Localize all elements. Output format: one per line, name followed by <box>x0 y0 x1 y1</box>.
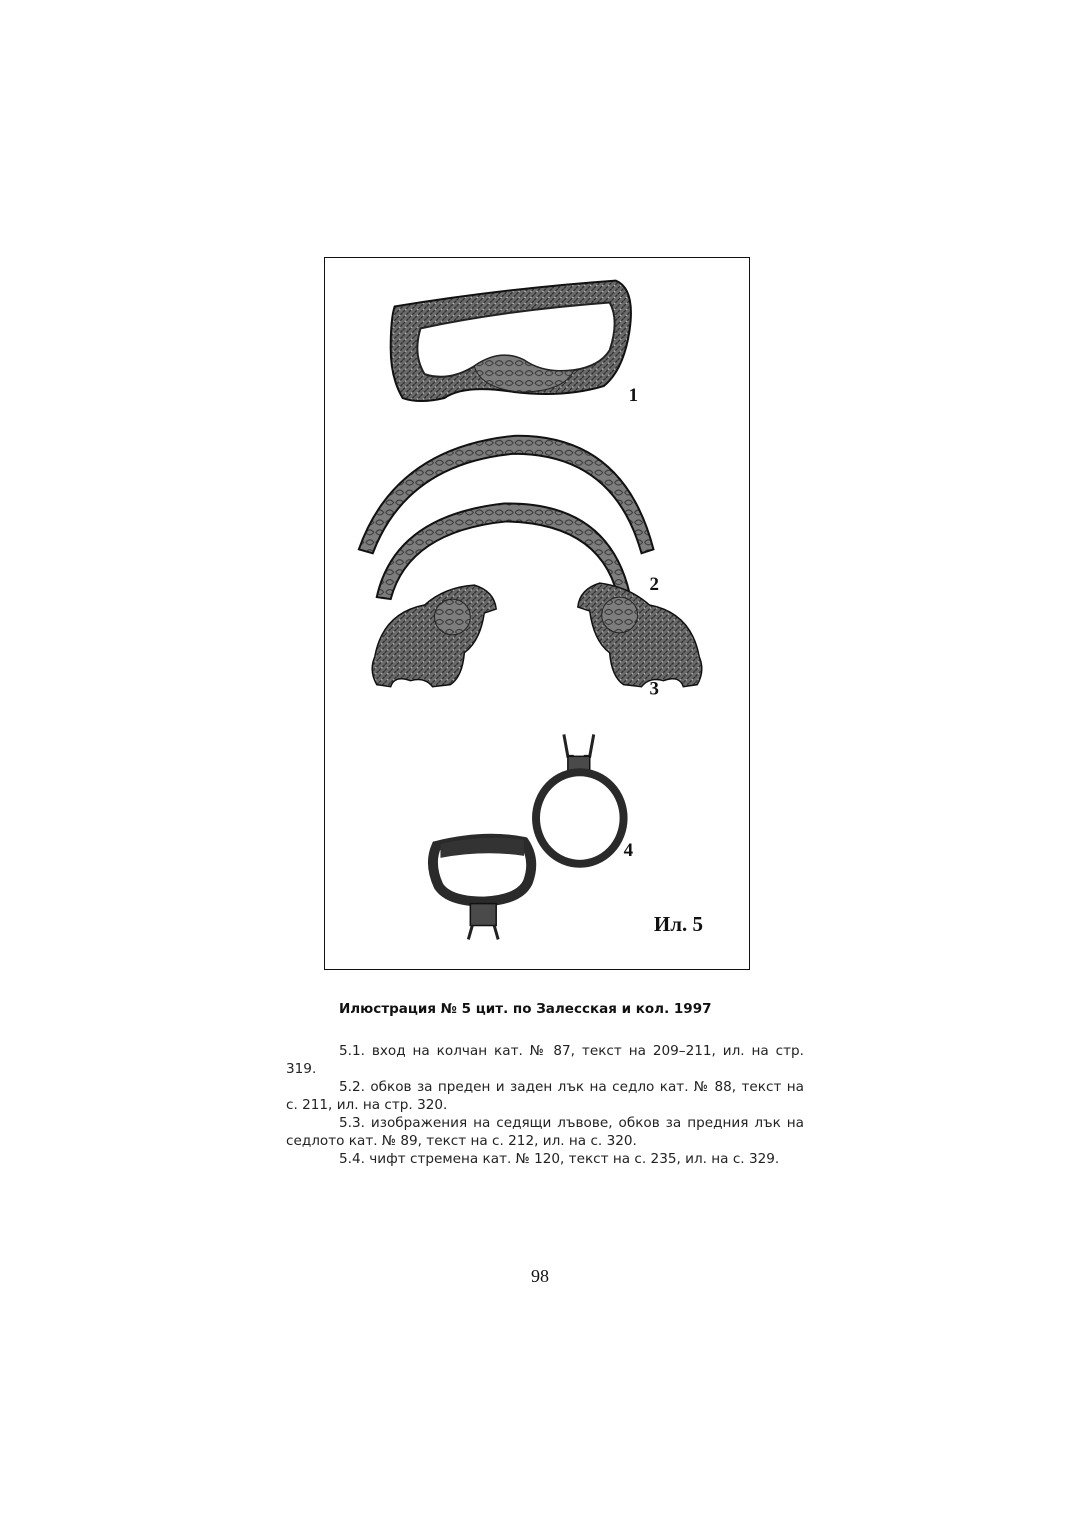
caption-item: 5.1. вход на колчан кат. № 87, текст на 209–211, ил. на стр. 319. <box>286 1043 804 1077</box>
caption-item: 5.2. обков за преден и заден лък на седло кат. № 88, текст на с. 211, ил. на стр. 320. <box>286 1079 804 1113</box>
seated-lion-left <box>372 585 496 687</box>
caption-item: 5.4. чифт стремена кат. № 120, текст на с. 235, ил. на с. 329. <box>339 1151 780 1167</box>
caption-item: 5.3. изображения на седящи лъвове, обков за предния лък на седлото кат. № 89, текст на с. 212, ил. на с. 320. <box>286 1115 804 1149</box>
seated-lion-right <box>578 583 702 687</box>
figure-number-1: 1 <box>628 385 639 407</box>
caption-title: Илюстрация № 5 цит. по Залесская и кол. 1997 <box>339 1001 712 1017</box>
stirrup-inverted <box>433 838 531 940</box>
illustration-label: Ил. 5 <box>653 912 703 936</box>
page-number: 98 <box>531 1266 549 1286</box>
illustration-frame <box>324 257 750 970</box>
stirrup-upright <box>536 734 624 863</box>
figure-number-3: 3 <box>649 678 659 700</box>
figure-number-4: 4 <box>623 839 634 861</box>
illustration-drawing <box>325 258 749 969</box>
caption-list <box>286 1042 804 1168</box>
saddle-arch-fittings <box>359 436 654 605</box>
quiver-mouth-fitting <box>391 281 631 401</box>
figure-number-2: 2 <box>649 574 659 596</box>
